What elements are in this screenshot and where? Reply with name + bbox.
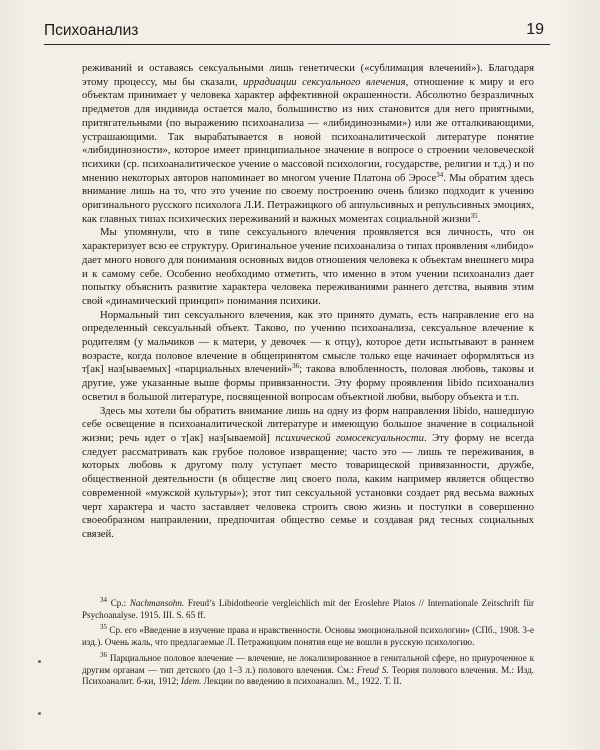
footnote-ref: 34 xyxy=(100,596,107,604)
emphasis-text: психической гомосексуальности xyxy=(275,431,424,444)
body-paragraph xyxy=(82,405,534,542)
text-run: реживаний и оставаясь сексуальными лишь генетически («сублимация влечений»). Благодаря этому процессу, мы бы сказали, xyxy=(82,62,534,88)
body-text xyxy=(82,62,534,542)
body-paragraph xyxy=(82,226,534,308)
text-run: . Эту форму не всегда следует рассматривать как грубое половое извращение; часто это — лишь те переживания, в которых любовь к другому полу уступает место товарищеской привязанности, дружбе, общественной деятельности (в обществе лиц своего пола, каким например является общество современной «мужской культуры»); этот тип сексуальной установки создает ряд весьма важных черт характера и часто заставляет человека строить свою жизнь и поступки в совершенно своеобразном направлении, предпочитая общество семье и создавая ряд тесных социальных связей. xyxy=(82,431,535,540)
emphasis-text: Freud S. xyxy=(356,664,389,675)
emphasis-text: Nachmansohn. xyxy=(129,598,185,608)
text-run: Freud’s Libidotheorie vergleichlich mit der Eroslehre Platos // Internationale Zeitschrift für Psychoanalyse. 1915. III. S. 65 ff. xyxy=(82,598,534,620)
page-number: 19 xyxy=(526,21,544,38)
footnotes xyxy=(82,598,534,692)
text-run: Парциальное половое влечение — влечение, не локализированное в генитальной сфере, но приуроченное к другим органам — тип детского (до 1–3 л.) полового влечения. См.: xyxy=(82,652,534,675)
footnote-ref: 34 xyxy=(436,170,444,179)
text-run: Ср.: xyxy=(107,598,130,608)
running-head xyxy=(44,18,550,45)
text-run: , отношение к миру и его объектам принимает у человека характер аффективной окрашенности. Абсолютно безразличных предметов для индивида остается мало, большинство из них становится для него приятными, притягательными (по выражению психоанализа — «либидинозными») или же отталкивающими, устрашающими. Так вырабатывается в новой психоаналитической литературе понятие «либидинозности», которое имеет принципиальное значение в вопросе о строении человеческой психики (ср. психоаналитическое учение о массовой психологии, государстве, религии и т.д.) и по мнению некоторых авторов напоминает во многом учение Платона об Эросе xyxy=(82,75,534,184)
footnote xyxy=(82,598,534,621)
text-run: . xyxy=(477,212,481,225)
emphasis-text: иррадиации сексуального влечения xyxy=(243,75,406,88)
margin-speck xyxy=(38,712,41,715)
footnote-ref: 35 xyxy=(470,211,478,220)
body-paragraph xyxy=(82,62,534,226)
margin-speck xyxy=(38,660,41,663)
running-title: Психоанализ xyxy=(44,22,139,39)
footnote xyxy=(82,650,534,688)
body-paragraph xyxy=(82,309,534,405)
footnote xyxy=(82,625,534,648)
footnote-ref: 36 xyxy=(100,650,107,659)
footnote-ref: 36 xyxy=(292,362,300,371)
footnote-ref: 35 xyxy=(100,623,107,632)
text-run: Лекции по введению в психоанализ. М., 1922. Т. II. xyxy=(201,676,402,687)
text-run: Ср. его «Введение в изучение права и нравственности. Основы эмоциональной психологии» (СПб., 1908. 3-е изд.). Очень жаль, что предлагаемые Л. Петражицким понятия еще не вошли в русскую психологию. xyxy=(82,625,534,648)
text-run: Мы упомянули, что в типе сексуального влечения проявляется вся личность, что он характеризует всю ее структуру. Оригинальное учение психоанализа о типах проявления «либидо» дает много нового для понимания основных видов отношения человека к объектам внешнего мира и к самому себе. Особенно необходимо отметить, что именно в этом учении психоанализ дает попытку объяснить развитие характера человека переживаниями раннего детства, выявив этим свой «динамический принцип» понимания психики. xyxy=(82,226,534,307)
text-run: Здесь мы хотели бы обратить внимание лишь на одну из форм направления libido, нашедшую себе освещение в психоаналитической литературе и имеющую большое значение в социальной жизни; речь идет о т[ак] наз[ываемой] xyxy=(82,404,534,444)
text-run: . Мы обратим здесь внимание лишь на то, что это учение по своему построению очень близко подходит к учению оригинального русского психолога Л.И. Петражицкого об аппульсивных и репульсивных эмоциях, как главных типах психических переживаний и важных моментах социальной жизни xyxy=(82,171,534,225)
text-run: Нормальный тип сексуального влечения, как это принято думать, есть направление его на определенный сексуальный объект. Таково, по учению психоанализа, сексуальное влечение к родителям (у мальчиков — к матери, у девочек — к отцу), которое дети испытывают в раннем возрасте, когда половое влечение в общепринятом смысле только еще начинает оформляться из т[ак] наз[ываемых] «парциальных влечений» xyxy=(82,308,534,376)
emphasis-text: Idem. xyxy=(180,676,202,687)
text-run: ; такова влюбленность, половая любовь, таковы и другие, уже указанные выше формы привязанности. Эту форму проявления libido психоанализ осветил в большой литературе, посвященной вопросам объектной любви, выбору объекта и т.п. xyxy=(82,363,534,403)
text-run: Теория полового влечения. М.: Изд. Психоаналит. б-ки, 1912; xyxy=(82,664,534,687)
